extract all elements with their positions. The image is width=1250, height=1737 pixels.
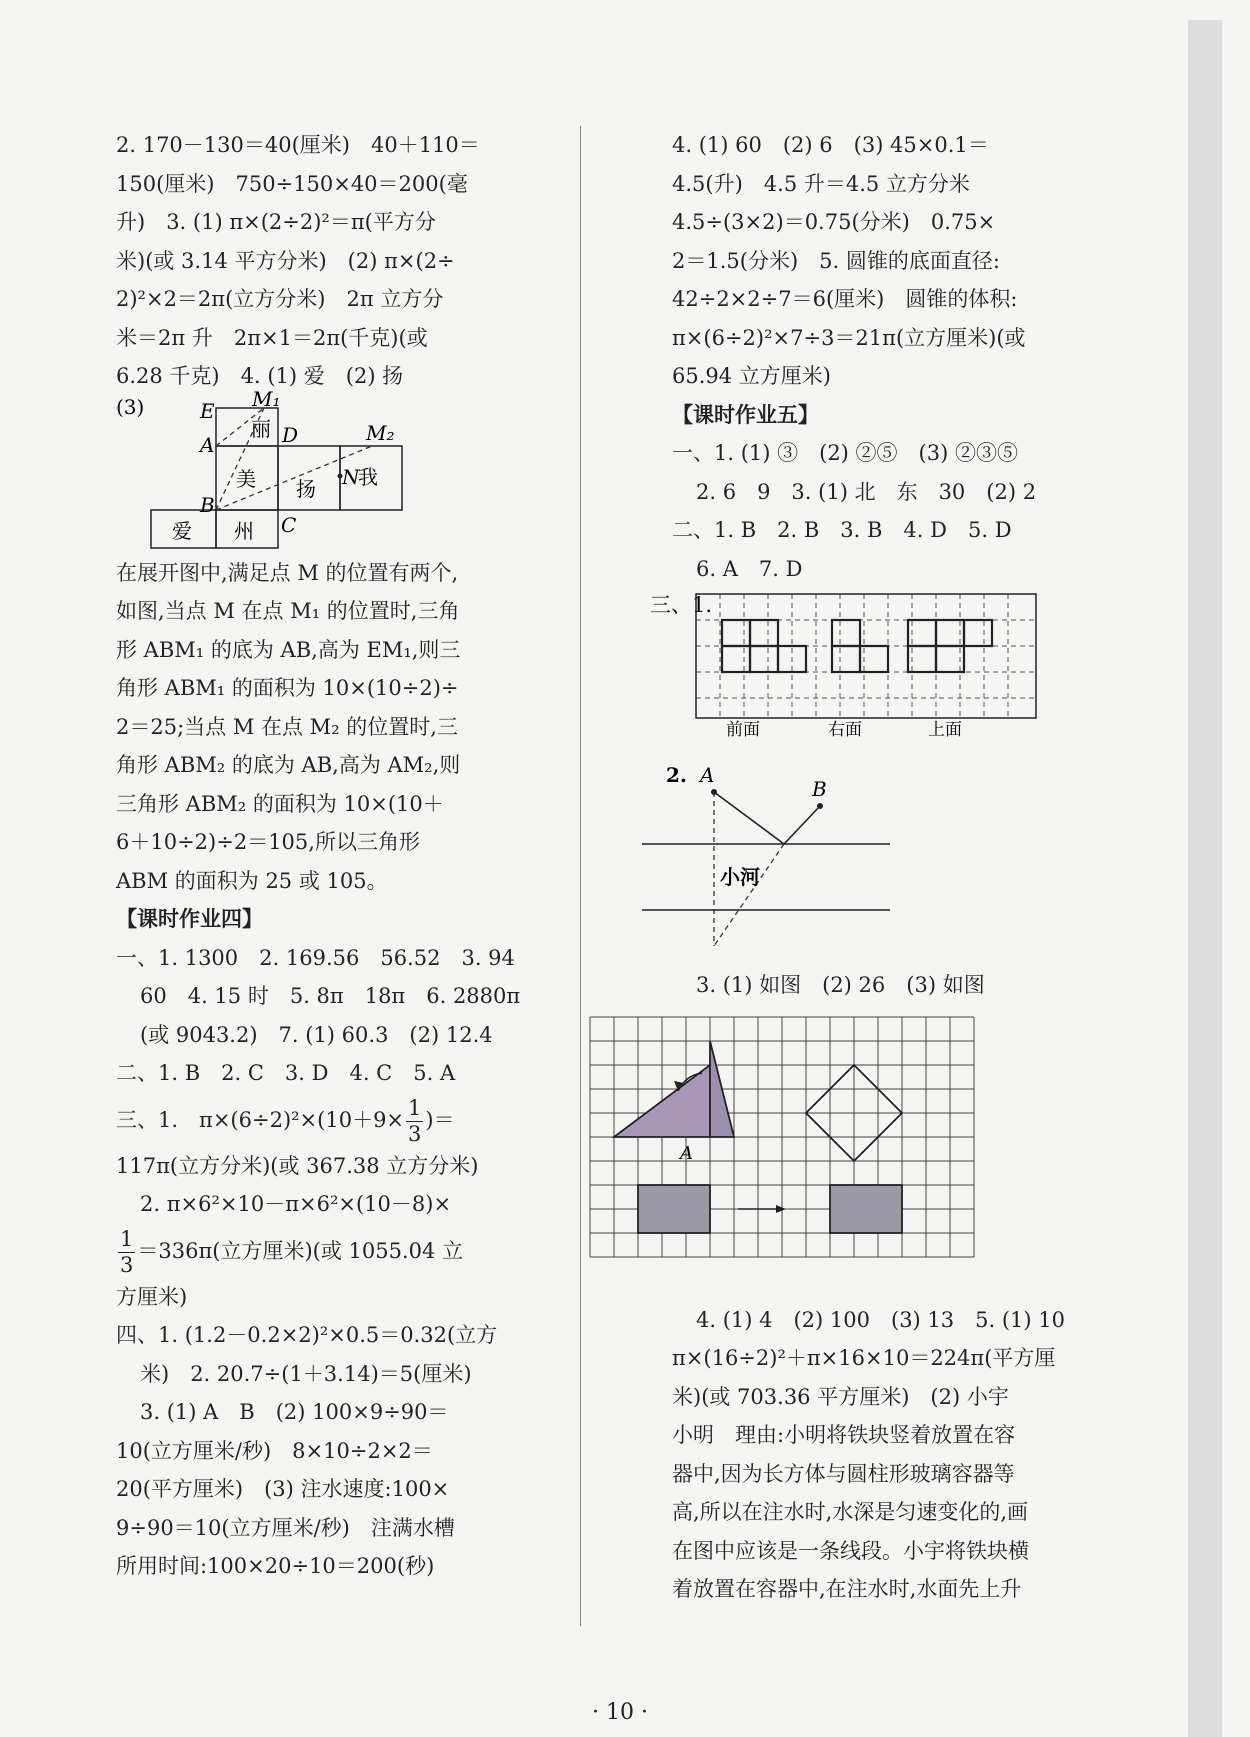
fraction-denominator: 3: [408, 1121, 422, 1146]
right-column: [650, 126, 1112, 1609]
explanation-line: 2＝25;当点 M 在点 M₂ 的位置时,三: [116, 714, 458, 739]
answer-line: 米) 2. 20.7÷(1＋3.14)＝5(厘米): [140, 1361, 472, 1386]
fraction-numerator: 1: [120, 1226, 134, 1251]
face-wo: 我: [358, 464, 378, 489]
answer-line: 3. (1) A B (2) 100×9÷90＝: [140, 1400, 449, 1424]
answer-line: 42÷2×2÷7＝6(厘米) 圆锥的体积:: [672, 287, 1018, 311]
point-b-dot: [817, 803, 823, 809]
face-zhou: 州: [234, 518, 254, 543]
answer-line: 2＝1.5(分米) 5. 圆锥的底面直径:: [672, 248, 1000, 273]
answer-line: 150(厘米) 750÷150×40＝200(毫: [116, 171, 468, 196]
label-d: D: [282, 422, 299, 447]
face-ai: 爱: [172, 518, 192, 543]
explanation-line: 三角形 ABM₂ 的面积为 10×(10＋: [116, 791, 444, 816]
label-n: N: [342, 464, 360, 489]
answer-line: 20(平方厘米) (3) 注水速度:100×: [116, 1477, 450, 1501]
fraction: [118, 1226, 135, 1277]
answer-line: 二、1. B 2. B 3. B 4. D 5. D: [672, 518, 1012, 542]
answer-line: 米)(或 3.14 平方分米) (2) π×(2÷: [116, 248, 455, 273]
answer-line: 四、1. (1.2－0.2×2)²×0.5＝0.32(立方: [116, 1323, 498, 1347]
point-b-label: B: [812, 777, 827, 801]
explanation-line: 角形 ABM₁ 的面积为 10×(10÷2)÷: [116, 676, 459, 700]
explanation-line: 角形 ABM₂ 的底为 AB,高为 AM₂,则: [116, 753, 461, 777]
cube-net-figure: [116, 386, 536, 554]
grid-transform-figure: [672, 1017, 1112, 1287]
answer-line: 米)(或 703.36 平方厘米) (2) 小宇: [672, 1384, 1009, 1409]
face-yang: 扬: [296, 476, 316, 501]
answer-line: 6. A 7. D: [696, 556, 803, 581]
explanation-line: 6＋10÷2)÷2＝105,所以三角形: [116, 830, 420, 854]
answer-line: 一、1. 1300 2. 169.56 56.52 3. 94: [116, 945, 515, 970]
original-rectangle: [638, 1185, 710, 1233]
section-heading: 【课时作业四】: [116, 906, 263, 931]
expr-part: )＝: [425, 1107, 455, 1132]
answer-line: 在图中应该是一条线段。小宇将铁块横: [672, 1538, 1029, 1563]
face-mei: 美: [236, 466, 256, 491]
answer-line: 60 4. 15 时 5. 8π 18π 6. 2880π: [140, 984, 521, 1008]
explanation-line: 如图,当点 M 在点 M₁ 的位置时,三角: [116, 599, 460, 623]
answer-line-fraction: [116, 1224, 536, 1278]
three-views-figure: [650, 588, 1112, 740]
face-li: 丽: [251, 416, 271, 441]
answer-line: π×(6÷2)²×7÷3＝21π(立方厘米)(或: [672, 325, 1026, 350]
answer-line: 6.28 千克) 4. (1) 爱 (2) 扬: [116, 364, 404, 388]
answer-line: 一、1. (1) ③ (2) ②⑤ (3) ②③⑤: [672, 441, 1018, 465]
answer-line: 65.94 立方厘米): [672, 364, 831, 388]
answer-line: 4.5(升) 4.5 升＝4.5 立方分米: [672, 171, 970, 196]
label-e: E: [200, 398, 215, 423]
explanation-line: ABM 的面积为 25 或 105。: [116, 868, 388, 893]
answer-line-fraction: [116, 1093, 536, 1147]
question-label: 三、1.: [650, 593, 713, 617]
answer-line: π×(16÷2)²＋π×16×10＝224π(平方厘: [672, 1346, 1056, 1370]
expr-part: ＝336π(立方厘米)(或 1055.04 立: [137, 1238, 464, 1263]
question-label: 2.: [666, 763, 687, 787]
answer-line: 117π(立方分米)(或 367.38 立方分米): [116, 1153, 479, 1178]
answer-line: 二、1. B 2. C 3. D 4. C 5. A: [116, 1061, 456, 1085]
label-a: A: [200, 432, 215, 457]
answer-line: 3. (1) 如图 (2) 26 (3) 如图: [696, 973, 985, 997]
left-column: [116, 126, 536, 1586]
fraction-numerator: 1: [408, 1095, 422, 1120]
explanation-line: 形 ABM₁ 的底为 AB,高为 EM₁,则三: [116, 637, 461, 662]
column-divider: [580, 126, 581, 1626]
explanation-line: 在展开图中,满足点 M 的位置有两个,: [116, 560, 459, 585]
answer-line: 4.5÷(3×2)＝0.75(分米) 0.75×: [672, 210, 996, 234]
point-a-dot: [711, 789, 717, 795]
river-path-figure: [666, 758, 1112, 954]
answer-line: 米＝2π 升 2π×1＝2π(千克)(或: [116, 325, 428, 350]
answer-line: 9÷90＝10(立方厘米/秒) 注满水槽: [116, 1515, 455, 1540]
answer-line: 高,所以在注水时,水深是匀速变化的,画: [672, 1500, 1029, 1524]
answer-line: 小明 理由:小明将铁块竖着放置在容: [672, 1423, 1016, 1447]
fraction: [406, 1095, 423, 1146]
section-heading: 【课时作业五】: [672, 401, 819, 427]
label-c: C: [281, 512, 297, 537]
view-label-front: 前面: [726, 720, 760, 740]
translation-arrowhead: [776, 1205, 786, 1213]
label-b: B: [200, 492, 215, 517]
fraction-denominator: 3: [120, 1252, 134, 1277]
label-m2: M₂: [366, 420, 395, 445]
page-binding-edge: [1188, 20, 1222, 1737]
reflection-dashed: [714, 844, 784, 946]
label-m1: M₁: [252, 386, 281, 411]
answer-line: 方厘米): [116, 1284, 188, 1309]
path-a-to-b: [714, 792, 820, 844]
figure-label: (3): [116, 394, 145, 419]
answer-line: (或 9043.2) 7. (1) 60.3 (2) 12.4: [140, 1022, 493, 1047]
view-label-side: 右面: [828, 720, 862, 740]
answer-line: 2. 170－130＝40(厘米) 40＋110＝: [116, 133, 480, 157]
river-label: 小河: [720, 865, 760, 889]
answer-line: 着放置在容器中,在注水时,水面先上升: [672, 1577, 1022, 1601]
answer-line: 2. 6 9 3. (1) 北 东 30 (2) 2: [696, 479, 1037, 504]
answer-line: 10(立方厘米/秒) 8×10÷2×2＝: [116, 1438, 433, 1463]
answer-line: 器中,因为长方体与圆柱形玻璃容器等: [672, 1461, 1015, 1486]
translated-rectangle: [830, 1185, 902, 1233]
answer-line: 2)²×2＝2π(立方分米) 2π 立方分: [116, 287, 444, 311]
answer-line: 升) 3. (1) π×(2÷2)²＝π(平方分: [116, 210, 436, 234]
page-number: · 10 ·: [592, 1700, 648, 1725]
answer-line: 所用时间:100×20÷10＝200(秒): [116, 1554, 435, 1578]
answer-line: 4. (1) 60 (2) 6 (3) 45×0.1＝: [672, 133, 989, 157]
answer-line: 2. π×6²×10－π×6²×(10－8)×: [140, 1192, 452, 1216]
expr-part: 三、1. π×(6÷2)²×(10＋9×: [116, 1107, 405, 1132]
point-a-label: A: [700, 763, 715, 787]
grid-point-a: A: [680, 1142, 693, 1164]
answer-line: 4. (1) 4 (2) 100 (3) 13 5. (1) 10: [696, 1307, 1065, 1332]
view-label-top: 上面: [928, 720, 962, 740]
